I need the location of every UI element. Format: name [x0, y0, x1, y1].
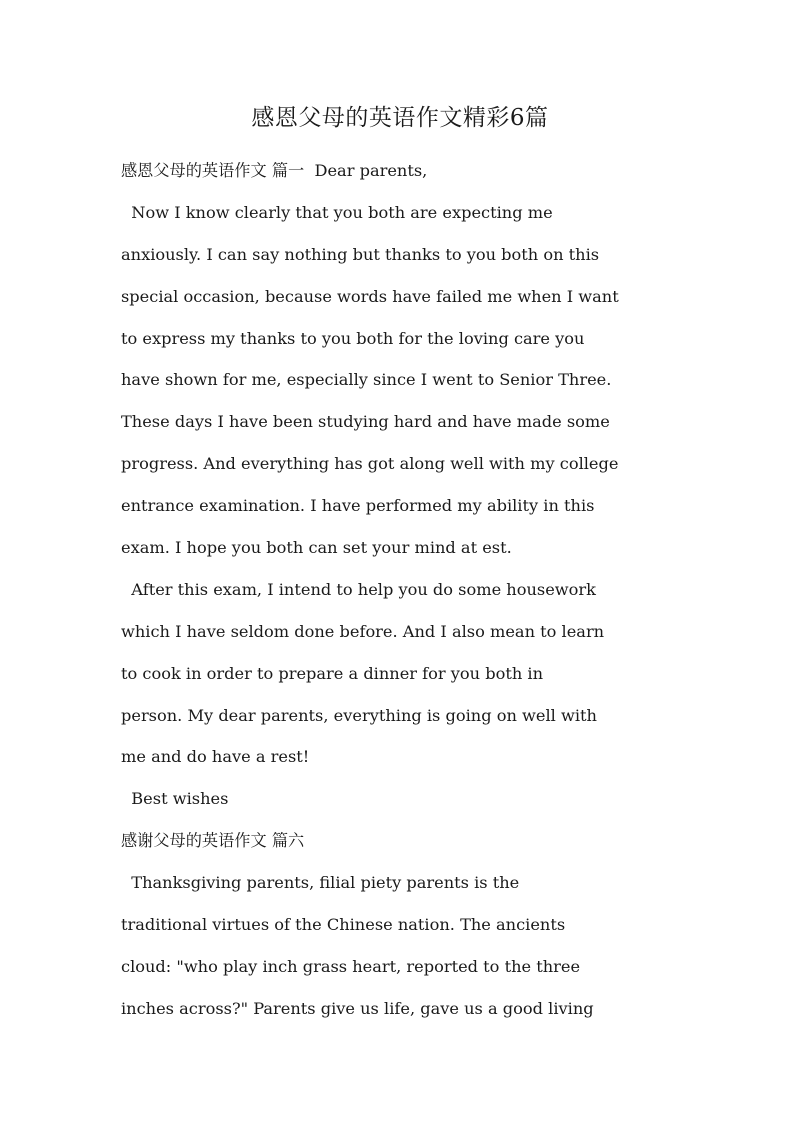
text-line: special occasion, because words have failed me when I want [121, 286, 619, 306]
text-line: to express my thanks to you both for the loving care you [121, 328, 585, 348]
document-title: 感恩父母的英语作文精彩6篇 [251, 105, 549, 131]
text-line: These days I have been studying hard and have made some [121, 412, 610, 432]
text-line: Best wishes [121, 789, 229, 809]
text-line: cloud: "who play inch grass heart, reported to the three [121, 956, 581, 976]
text-line: me and do have a rest! [121, 747, 310, 767]
section-heading: 感谢父母的英语作文 篇六 [121, 831, 305, 851]
text-line: person. My dear parents, everything is going on well with [121, 705, 597, 725]
text-line: which I have seldom done before. And I also mean to learn [121, 621, 605, 641]
text-line: entrance examination. I have performed my ability in this [121, 496, 595, 516]
text-line: progress. And everything has got along well with my college [121, 454, 619, 474]
text-line: traditional virtues of the Chinese nation. The ancients [121, 915, 566, 935]
text-line: inches across?" Parents give us life, gave us a good living [121, 998, 594, 1018]
text-line: to cook in order to prepare a dinner for you both in [121, 663, 544, 683]
text-line: Thanksgiving parents, filial piety parents is the [121, 873, 520, 893]
text-line: 感恩父母的英语作文 篇一 Dear parents, [121, 161, 428, 180]
text-line: exam. I hope you both can set your mind at est. [121, 538, 512, 558]
text-line: anxiously. I can say nothing but thanks to you both on this [121, 244, 600, 264]
text-line: have shown for me, especially since I went to Senior Three. [121, 370, 612, 390]
text-line: After this exam, I intend to help you do some housework [121, 579, 596, 599]
document-body [121, 150, 686, 1030]
text-line: Now I know clearly that you both are expecting me [121, 202, 553, 222]
